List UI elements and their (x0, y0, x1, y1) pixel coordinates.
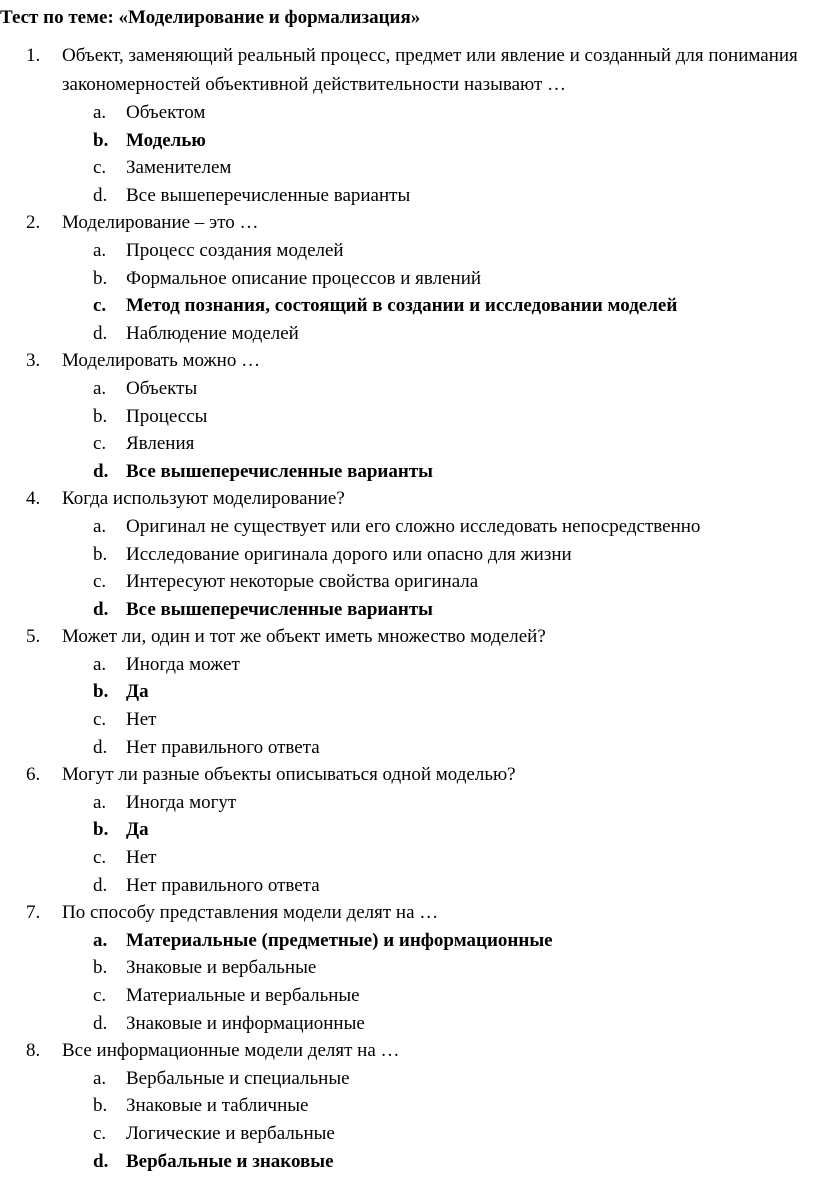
answer-options (0, 651, 816, 761)
answer-option-correct (0, 127, 816, 155)
document-title: Тест по теме: «Моделирование и формализация» (0, 7, 421, 28)
answer-option-correct (0, 596, 816, 624)
answer-option (0, 982, 816, 1010)
option-letter: b. (93, 405, 108, 427)
question-number: 6. (26, 764, 41, 786)
question-item (0, 209, 816, 347)
answer-option (0, 1120, 816, 1148)
question-item (0, 623, 816, 761)
question-number: 2. (26, 212, 41, 234)
option-letter: d. (93, 736, 108, 758)
question-number: 3. (26, 350, 41, 372)
question-text: Моделирование – это … (62, 212, 259, 234)
option-letter: a. (93, 102, 107, 123)
option-text: Процессы (126, 405, 208, 427)
option-letter: c. (93, 157, 107, 179)
answer-option (0, 320, 816, 348)
answer-option (0, 1010, 816, 1038)
option-text: Нет (126, 709, 157, 731)
option-letter: b. (93, 129, 109, 151)
answer-option (0, 182, 816, 210)
option-letter: b. (93, 681, 109, 703)
question-text: Могут ли разные объекты описываться одной моделью? (62, 764, 516, 786)
question-text: Моделировать можно … (62, 350, 261, 372)
option-letter: b. (93, 957, 108, 979)
question-row (0, 761, 816, 789)
option-text: Моделью (126, 129, 206, 151)
option-letter: a. (93, 653, 107, 675)
answer-option (0, 954, 816, 982)
option-letter: c. (93, 571, 107, 593)
option-text: Да (126, 681, 149, 703)
option-text: Все вышеперечисленные варианты (126, 598, 433, 620)
option-letter: c. (93, 433, 107, 455)
question-row (0, 42, 816, 99)
option-letter: a. (93, 1067, 107, 1089)
option-text: Наблюдение моделей (126, 322, 299, 344)
option-letter: d. (93, 184, 108, 206)
option-letter: b. (93, 1095, 108, 1117)
answer-option (0, 568, 816, 596)
option-text: Объектом (126, 102, 206, 123)
option-text: Знаковые и вербальные (126, 957, 317, 979)
option-letter: d. (93, 322, 108, 344)
answer-option (0, 154, 816, 182)
option-text: Иногда может (126, 653, 240, 675)
answer-options (0, 927, 816, 1037)
option-text: Логические и вербальные (126, 1122, 335, 1144)
option-text: Иногда могут (126, 791, 237, 813)
option-letter: d. (93, 598, 109, 620)
answer-option-correct (0, 292, 816, 320)
option-letter: c. (93, 847, 107, 869)
answer-option-correct (0, 927, 816, 955)
question-item (0, 899, 816, 1037)
option-text: Оригинал не существует или его сложно исследовать непосредственно (126, 515, 701, 537)
option-text: Все вышеперечисленные варианты (126, 460, 433, 482)
option-text: Вербальные и специальные (126, 1067, 350, 1089)
question-text: Когда используют моделирование? (62, 488, 345, 510)
option-letter: d. (93, 874, 108, 896)
answer-options (0, 237, 816, 347)
answer-options (0, 1065, 816, 1175)
question-number: 7. (26, 902, 41, 924)
answer-option (0, 237, 816, 265)
answer-option-correct (0, 458, 816, 486)
question-item (0, 347, 816, 485)
question-item (0, 485, 816, 623)
answer-option (0, 403, 816, 431)
answer-option (0, 706, 816, 734)
answer-options (0, 99, 816, 209)
option-letter: d. (93, 460, 109, 482)
answer-options (0, 513, 816, 623)
option-letter: a. (93, 377, 107, 399)
question-text: Может ли, один и тот же объект иметь множество моделей? (62, 626, 546, 648)
option-text: Нет (126, 847, 157, 869)
option-text: Объекты (126, 377, 198, 399)
option-letter: b. (93, 819, 109, 841)
question-item (0, 1037, 816, 1175)
question-item (0, 761, 816, 899)
answer-option (0, 734, 816, 762)
option-letter: d. (93, 1012, 108, 1034)
question-item (0, 42, 816, 209)
option-text: Знаковые и информационные (126, 1012, 365, 1034)
question-number: 1. (26, 45, 41, 66)
option-text: Знаковые и табличные (126, 1095, 309, 1117)
option-text: Нет правильного ответа (126, 736, 320, 758)
question-number: 4. (26, 488, 41, 510)
option-text: Да (126, 819, 149, 841)
option-letter: b. (93, 267, 108, 289)
option-letter: c. (93, 709, 107, 731)
question-row (0, 347, 816, 375)
option-text: Интересуют некоторые свойства оригинала (126, 571, 479, 593)
question-number: 8. (26, 1040, 41, 1062)
option-letter: a. (93, 515, 107, 537)
option-letter: a. (93, 791, 107, 813)
option-text: Явления (126, 433, 195, 455)
option-letter: d. (93, 1150, 109, 1172)
question-row (0, 623, 816, 651)
answer-option-correct (0, 678, 816, 706)
question-text: По способу представления модели делят на … (62, 902, 439, 924)
answer-option-correct (0, 1148, 816, 1176)
question-text: Все информационные модели делят на … (62, 1040, 400, 1062)
question-row (0, 485, 816, 513)
answer-option (0, 541, 816, 569)
question-row (0, 209, 816, 237)
option-text: Метод познания, состоящий в создании и исследовании моделей (126, 295, 678, 317)
answer-options (0, 789, 816, 899)
option-text: Материальные и вербальные (126, 985, 360, 1006)
option-text: Процесс создания моделей (126, 239, 344, 261)
option-letter: c. (93, 985, 107, 1006)
answer-option (0, 1065, 816, 1093)
answer-option (0, 789, 816, 817)
answer-option (0, 651, 816, 679)
option-letter: a. (93, 239, 107, 261)
answer-option (0, 430, 816, 458)
answer-option (0, 872, 816, 900)
answer-options (0, 375, 816, 485)
option-text: Вербальные и знаковые (126, 1150, 334, 1172)
answer-option (0, 513, 816, 541)
option-letter: c. (93, 295, 107, 317)
option-text: Материальные (предметные) и информационные (126, 929, 553, 951)
option-letter: c. (93, 1122, 107, 1144)
question-text: Объект, заменяющий реальный процесс, предмет или явление и созданный для понимания закономерностей объективной действительности называют … (62, 45, 798, 95)
option-letter: b. (93, 543, 108, 565)
option-text: Заменителем (126, 157, 232, 179)
question-list (0, 42, 816, 1175)
answer-option-correct (0, 816, 816, 844)
option-text: Все вышеперечисленные варианты (126, 184, 411, 206)
answer-option (0, 265, 816, 293)
answer-option (0, 99, 816, 127)
question-row (0, 1037, 816, 1065)
answer-option (0, 1092, 816, 1120)
question-number: 5. (26, 626, 41, 648)
option-letter: a. (93, 929, 108, 951)
answer-option (0, 844, 816, 872)
question-row (0, 899, 816, 927)
option-text: Исследование оригинала дорого или опасно для жизни (126, 543, 572, 565)
option-text: Формальное описание процессов и явлений (126, 267, 482, 289)
option-text: Нет правильного ответа (126, 874, 320, 896)
answer-option (0, 375, 816, 403)
